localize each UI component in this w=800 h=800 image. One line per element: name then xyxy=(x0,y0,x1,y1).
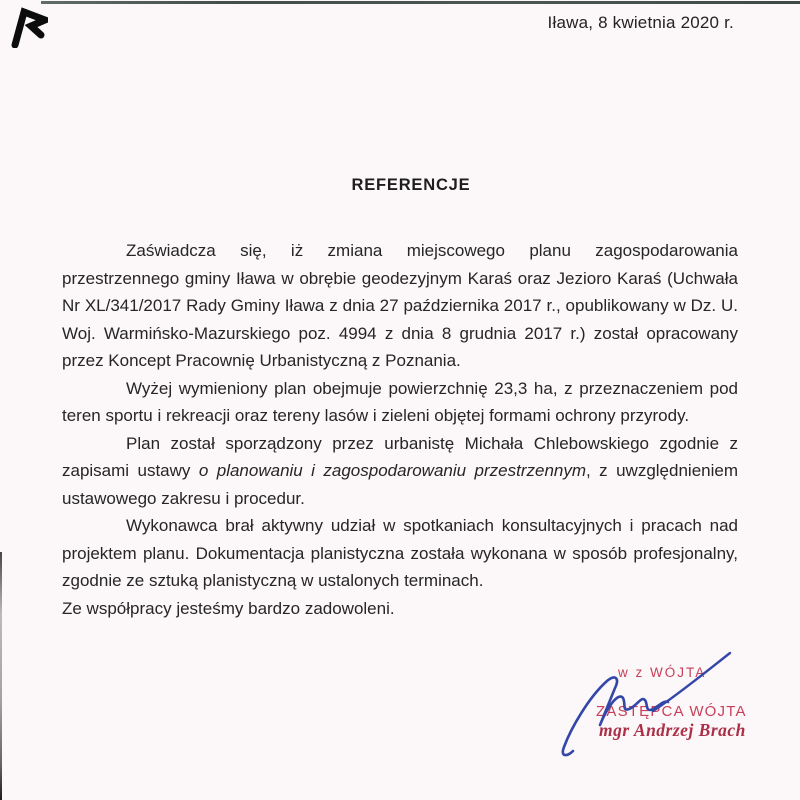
paragraph-2: Wyżej wymieniony plan obejmuje powierzchnię 23,3 ha, z przeznaczeniem pod teren sportu i rekreacji oraz tereny lasów i zieleni objętej formami ochrony przyrody. xyxy=(62,378,738,425)
date-line: Iława, 8 kwietnia 2020 r. xyxy=(547,13,734,32)
scan-corner-mark-icon xyxy=(8,4,48,48)
paragraph-3-normal-2: , z uwzględnieniem ustawowego zakresu i procedur. xyxy=(62,461,739,508)
paragraph-1: Zaświadcza się, iż zmiana miejscowego planu zagospodarowania przestrzennego gminy Iława w obrębie geodezyjnym Karaś oraz Jezioro Karaś (Uchwała Nr XL/341/2017 Rady Gminy Iława z dnia 27 października 2017 r., opublikowany w Dz. U. Woj. Warmińsko-Mazurskiego poz. 4994 z dnia 8 grudnia 2017 r.) został opracowany przez Koncept Pracownię Urbanistyczną z Poznania. xyxy=(62,241,738,370)
page-title: REFERENCJE xyxy=(351,176,471,194)
paragraph-3-normal-1: Plan został sporządzony przez urbanistę Michała Chlebowskiego zgodnie z zapisami ustawy xyxy=(62,433,738,480)
closing-line: Ze współpracy jesteśmy bardzo zadowoleni. xyxy=(62,598,395,618)
paragraph-3-italic-law-title: o planowaniu i zagospodarowaniu przestrzennym xyxy=(198,461,587,480)
scan-left-edge-shadow-icon xyxy=(0,552,2,800)
paragraph-4: Wykonawca brał aktywny udział w spotkaniach konsultacyjnych i pracach nad projektem planu. Dokumentacja planistyczna została wykonana w sposób profesjonalny, zgodnie ze sztuką planistyczną w ustalonych terminach. xyxy=(62,516,738,590)
letter-body xyxy=(62,237,738,622)
stamp-acting-for-mayor-line: w z WÓJTA xyxy=(618,665,707,680)
signer-name: mgr Andrzej Brach xyxy=(599,720,746,740)
scan-top-edge-line-icon xyxy=(41,1,800,4)
stamp-deputy-mayor-line: ZASTĘPCA WÓJTA xyxy=(596,703,747,720)
paragraph-3 xyxy=(62,430,738,513)
handwritten-signature-icon xyxy=(545,645,745,775)
